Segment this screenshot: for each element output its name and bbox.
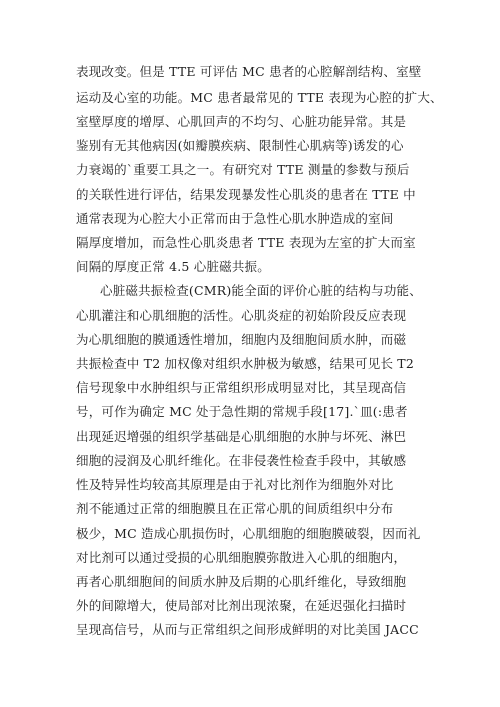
paragraph-line: 通常表现为心腔大小正常而由于急性心肌水肿造成的室间 [76, 211, 394, 226]
paragraph-line: 出现延迟增强的组织学基础是心肌细胞的水肿与坏死、淋巴 [76, 429, 407, 444]
paragraph-line: 性及特异性均较高其原理是由于礼对比剂作为细胞外对比 [76, 477, 394, 492]
paragraph-line: 的关联性进行评估，结果发现暴发性心肌炎的患者在 TTE 中 [76, 187, 416, 202]
paragraph-line: 极少，MC 造成心肌损伤时，心肌细胞的细胞膜破裂，因而礼 [76, 526, 421, 541]
paragraph-line: 剂不能通过正常的细胞膜且在正常心肌的间质组织中分布 [76, 501, 394, 516]
paragraph-line: 细胞的浸润及心肌纤维化。在非侵袭性检查手段中，其敏感 [76, 453, 407, 468]
paragraph-line: 隔厚度增加，而急性心肌炎患者 TTE 表现为左室的扩大而室 [76, 235, 416, 250]
paragraph-line: 再者心肌细胞间的间质水肿及后期的心肌纤维化，导致细胞 [76, 574, 407, 589]
paragraph-line: 信号现象中水肿组织与正常组织形成明显对比，其呈现高信 [76, 380, 407, 395]
paragraph-line: 号，可作为确定 MC 处于急性期的常规手段[17].`皿(:患者 [76, 404, 408, 419]
paragraph-line: 鉴别有无其他病因(如瓣膜疾病、限制性心肌病等)诱发的心 [76, 138, 404, 153]
paragraph-line: 心肌灌注和心肌细胞的活性。心肌炎症的初始阶段反应表现 [76, 308, 407, 323]
paragraph-line: 表现改变。但是 TTE 可评估 MC 患者的心腔解剖结构、室壁 [76, 64, 422, 79]
paragraph-line: 共振检查中 T2 加权像对组织水肿极为敏感，结果可见长 T2 [76, 356, 415, 371]
paragraph-line: 运动及心室的功能。MC 患者最常见的 TTE 表现为心腔的扩大、 [76, 90, 443, 105]
paragraph-line: 力衰竭的`重要工具之一。有研究对 TTE 测量的参数与预后 [76, 162, 410, 177]
paragraph-line: 外的间隙增大，使局部对比剂出现浓聚，在延迟强化扫描时 [76, 598, 407, 613]
paragraph-line: 为心肌细胞的膜通透性增加，细胞内及细胞间质水肿，而磁 [76, 332, 407, 347]
paragraph-line: 呈现高信号，从而与正常组织之间形成鲜明的对比美国 JACC [76, 622, 419, 637]
paragraph-line: 心脏磁共振检查(CMR)能全面的评价心脏的结构与功能、 [100, 283, 422, 298]
paragraph-line: 间隔的厚度正常 4.5 心脏磁共振。 [76, 259, 270, 274]
paragraph-line: 对比剂可以通过受损的心肌细胞膜弥散进入心肌的细胞内， [76, 550, 407, 565]
paragraph-line: 室壁厚度的增厚、心肌回声的不均匀、心脏功能异常。其是 [76, 114, 407, 129]
